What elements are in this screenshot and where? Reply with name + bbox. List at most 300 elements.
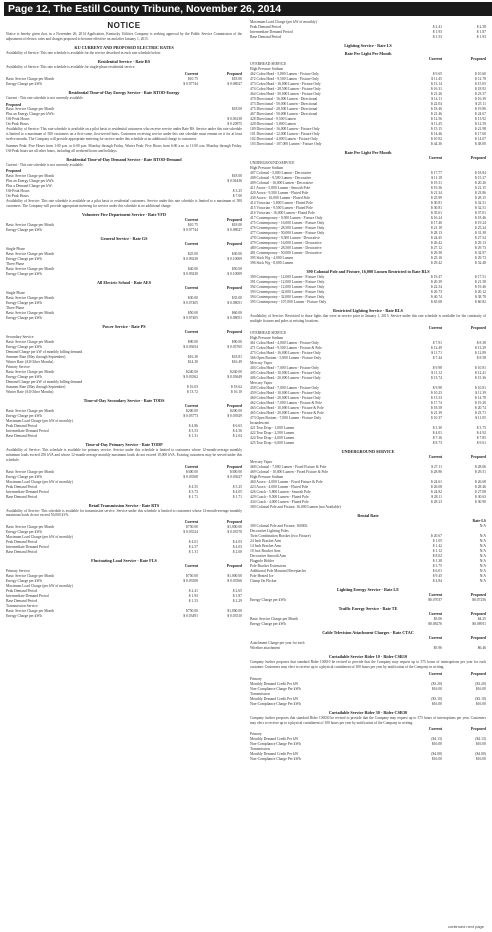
header-current: Current <box>428 156 442 160</box>
rate-row <box>250 142 486 147</box>
section-title: Lighting Service - Rate LS <box>344 43 392 48</box>
proposed-value: $ 19.86 <box>474 107 486 111</box>
rate-label: 423 Acorn - 4,000 Lumen - Fluted Pole <box>250 484 309 489</box>
current-value: $ 14.11 <box>431 97 442 101</box>
rate-label: Plus an Energy Charge per kWh: <box>6 112 55 117</box>
proposed-value: $ 0.10009 <box>227 271 242 276</box>
proposed-value: $ 14.78 <box>474 395 486 400</box>
rate-section <box>250 710 486 763</box>
proposed-value: $30.00 <box>231 251 242 256</box>
current-value: $300.00 <box>186 469 198 474</box>
proposed-value: $ 16.10 <box>230 389 242 394</box>
rate-label: Energy Charge per kWh <box>6 300 42 305</box>
current-value: $ 35.61 <box>430 211 442 215</box>
rate-label: 14 Inch Bracket Arm <box>250 543 282 548</box>
current-value: $ 19.36 <box>430 186 442 190</box>
proposed-value: $ 23.71 <box>474 410 486 415</box>
proposed-value: $ 0.03566 <box>227 579 242 584</box>
rate-label: Primary <box>250 732 262 737</box>
rate-label: Intermediate Demand Period <box>6 594 49 599</box>
rate-label: UNDERGROUND SERVICE <box>250 161 295 165</box>
current-value: $ 19.31 <box>430 181 442 185</box>
current-value: $ 28.11 <box>431 494 442 499</box>
section-paragraph: Company further proposes that standard Rider CSR30 be revised to provide that the Company may request up to 375 hours of interruptions per year. Customers may elect to receive up to a physical curtailment of 100 hours per year by notification of the Company in writing. <box>250 715 486 725</box>
rate-label: Basic Service Charge per Month <box>6 222 55 227</box>
rate-label: Pole Bracket Extensions <box>250 563 287 568</box>
proposed-value: $ 4.03 <box>232 545 242 550</box>
right-rate-sections <box>250 43 486 762</box>
proposed-value: $ 0.04436 <box>227 178 242 183</box>
rate-label: Basic Service Charge per Month <box>6 76 55 81</box>
proposed-value: $ 29.73 <box>474 246 486 250</box>
current-value: $ 0.03654 <box>183 344 198 349</box>
rate-label: Plus an Energy Charge per kWh <box>6 178 54 183</box>
proposed-value: N/A <box>479 538 486 543</box>
proposed-value: $ 26.68 <box>474 479 486 484</box>
current-value: $ 1.12 <box>432 548 442 553</box>
rate-label: Basic Service Charge per Month <box>6 266 55 271</box>
current-value: $200.00 <box>186 408 198 413</box>
rate-label: Off-Peak Hours <box>6 117 30 122</box>
proposed-value: $ 29.73 <box>474 256 486 260</box>
rate-label: 473 Cobra Head - 16,000 Lumen - Fixture Only <box>250 350 321 355</box>
rate-label: 430 Acorn - 16,000 Lumen - Fluted Pole <box>250 196 311 200</box>
header-proposed: Proposed <box>470 727 486 732</box>
rate-label: 463 Cobra Head - 10,000 Lumen - Fixture & Pole <box>250 405 324 410</box>
header-current: Current <box>184 241 198 246</box>
section-paragraph: Availability of Service: This rate schedule is available for single-phase residential service. <box>6 64 136 69</box>
proposed-value: $ 15.36 <box>474 375 486 380</box>
section-paragraph: Current - This rate schedule is not currently available. <box>6 162 84 167</box>
proposed-value: $ 18.62 <box>230 384 242 389</box>
proposed-value: $ 38.78 <box>474 295 486 299</box>
current-value: $ 0.03568 <box>183 474 198 479</box>
current-value: $ 1.31 <box>188 433 198 438</box>
header-proposed: Proposed <box>470 611 486 616</box>
current-value: $ 11.18 <box>431 176 442 180</box>
rate-label: Maximum Load Charge (per kW of monthly) <box>6 535 73 540</box>
rate-label: 300 Colonial Pole and Fixture, 16000L <box>250 523 308 528</box>
header-proposed: Proposed <box>226 241 242 246</box>
proposed-value: $ 25.11 <box>475 102 486 106</box>
rate-row <box>250 300 486 305</box>
current-value: $ 3.53 <box>188 428 198 433</box>
current-value: $0.07037 <box>428 597 442 602</box>
current-value: $ 1.71 <box>188 494 198 499</box>
proposed-value: $ 20.74 <box>474 405 486 410</box>
rate-label: 472 Cobra Head - 9,500 Lumen - Fixture Only <box>250 77 319 81</box>
rate-section <box>250 654 486 707</box>
rate-label: 395 Contemporary - 107,000 Lumen - Fixture Only <box>250 300 327 304</box>
header-proposed: Proposed <box>470 325 486 330</box>
rate-label: Basic Service Charge per Month <box>6 574 55 579</box>
rate-label: 300 Colonial Pole and Fixture, 16,000 Lumen (not Available) <box>250 504 341 509</box>
header-current: Current <box>428 325 442 330</box>
rate-label: 100 Directional - 16,000 Lumen - Fixture Only <box>250 127 320 131</box>
rate-label: Basic Service Charge per Month <box>6 251 55 256</box>
current-value: $ 13.53 <box>430 395 442 400</box>
rate-section <box>250 150 486 266</box>
proposed-value: $ 0.10009 <box>227 256 242 261</box>
proposed-value: $ 32.97 <box>474 251 486 255</box>
header-current: Current <box>428 611 442 616</box>
rate-label: Monthly Demand Credit Per kW <box>250 681 299 686</box>
proposed-value: $ 5.25 <box>232 484 242 489</box>
proposed-value: $ 0.03929 <box>227 413 242 418</box>
proposed-value: N/A <box>479 568 486 573</box>
rate-label: Energy Charge per kWh <box>6 256 42 261</box>
rate-section <box>6 236 242 277</box>
proposed-value: $ 8.58 <box>476 355 486 360</box>
proposed-value: $240.00 <box>230 369 242 374</box>
rate-row <box>6 228 242 233</box>
section-sub: Proposed <box>6 102 22 107</box>
section-title: Curtailable Service Rider 30 - Rider CSR30 <box>328 709 408 715</box>
rate-label: 417 Contemporary - 9,500 Lumen - Fixture Only <box>250 216 323 220</box>
current-value: ($4.00) <box>431 752 442 757</box>
rate-row <box>250 35 486 40</box>
current-value: $3.06 <box>433 616 442 621</box>
section-title: Power Service - Rate PS <box>102 323 146 329</box>
current-value: $ 21.39 <box>430 410 442 415</box>
proposed-value: $ 1.71 <box>232 494 242 499</box>
rate-label: Three Phase <box>6 261 25 266</box>
rate-label: 395 Stick Wg - 4,000 Lumen <box>250 256 293 260</box>
rate-label: Twin Combination Bracket (two Fixture) <box>250 533 311 538</box>
proposed-value: $1,000.00 <box>227 609 242 614</box>
current-value: $ 25.99 <box>430 196 442 200</box>
rate-label: 460 Acorn - 4,000 Lumen - Fixed Fixture & Pole <box>250 479 323 484</box>
header-current: Current <box>184 285 198 290</box>
rate-row <box>6 82 242 87</box>
rate-label: Basic Service Charge per Month <box>6 107 55 112</box>
proposed-value: N/A <box>479 558 486 563</box>
rate-label: Basic Service Charge per Month <box>6 295 55 300</box>
rate-label: 407 Colonial - 5,800 Lumen - Decorative <box>250 171 312 175</box>
rate-row <box>6 550 242 555</box>
rate-label: 467 Directional - 50,000 Lumen - Directional <box>250 112 318 116</box>
proposed-value: $ 4.05 <box>232 489 242 494</box>
section-paragraph: Availability of Service: This rate schedule is available on a pilot basis to residential customers who receive service under Rate RS. Service under this rate schedule is limited to a maximum of 500 customers on a first-come, first-served basis. Customers receiving service under this rate schedule must remain on it for at least twelve months. The Company will provide appropriate metering for service under this schedule at no additional charge to customers. <box>6 127 242 141</box>
current-value: $ 24.45 <box>430 236 442 240</box>
current-value: $ 19.47 <box>430 275 442 279</box>
proposed-value: $ 32.51 <box>474 206 486 210</box>
rate-label: Three Phase <box>6 305 25 310</box>
proposed-value: $ 29.13 <box>474 241 486 245</box>
current-value: ($3.20) <box>431 681 442 686</box>
current-value: $ 17.77 <box>430 171 442 175</box>
rate-label: Mercury Vapor <box>250 380 273 385</box>
proposed-value: $ 0.08051 <box>227 300 242 305</box>
section-title: Residential Time-of-Day Demand Service - Rate RTOD-Demand <box>66 156 182 162</box>
current-value: $ 7.91 <box>432 340 442 345</box>
current-value: $ 12.56 <box>430 117 442 121</box>
rate-section <box>250 587 486 603</box>
current-value: $ 4.84 <box>432 578 442 583</box>
header-current: Current <box>184 403 198 408</box>
rate-label: Transmission <box>250 691 270 696</box>
rate-label: 473 Cobra Head - 16,000 Lumen - Fixture Only <box>250 82 321 86</box>
rate-section <box>250 381 486 446</box>
proposed-value: ($3.20) <box>475 681 486 686</box>
page-header: Page 12, The Estill County Tribune, November 26, 2014 <box>4 2 492 16</box>
rate-label: 425 Tear Drop - 6,000 Lumen <box>250 440 295 445</box>
rate-label: 393 Contemporary - 32,000 Lumen - Fixture Only <box>250 290 325 294</box>
rate-label: Peak Demand Period <box>6 589 38 594</box>
rate-label: Basic Service Charge per Month <box>6 525 55 530</box>
header-proposed: Proposed <box>226 564 242 569</box>
left-column <box>6 20 242 928</box>
proposed-value: $35.00 <box>231 295 242 300</box>
rate-label: Peak Demand Period <box>250 25 282 29</box>
rate-label: Intermediate Demand Period <box>6 489 49 494</box>
section-title: Lighting Energy Service - Rate LE <box>337 586 399 592</box>
proposed-value: $ 6.63 <box>232 423 242 428</box>
rate-row <box>6 390 242 395</box>
rate-label: Transmission <box>250 747 270 752</box>
proposed-value: $ 18.84 <box>474 171 486 175</box>
proposed-value: $ 0.03510 <box>227 614 242 619</box>
current-value: $ 3.30 <box>432 425 442 430</box>
rate-label: 459 Cobra Head - 10,000 Lumen - Fixture Only <box>250 390 321 395</box>
current-value: $ 0.03491 <box>183 614 198 619</box>
current-value: $10.75 <box>187 76 198 81</box>
rate-label: Single Phase <box>6 290 25 295</box>
proposed-value: $ 17.60 <box>474 132 486 136</box>
proposed-value: $ 0.08051 <box>227 315 242 320</box>
current-value: $16.00 <box>431 742 442 747</box>
proposed-value: $ 3.75 <box>476 425 486 430</box>
proposed-value: $ 4.03 <box>232 540 242 545</box>
rate-label: Primary <box>250 676 262 681</box>
rate-label: 414 Victorian - 5,800 Lumen - Fluted Pole <box>250 201 313 205</box>
rate-label: Base Demand Period <box>6 599 38 604</box>
rate-label: Winter Rate (All Other Months) <box>6 389 54 394</box>
rate-label: 102 Directional - 4,000 Lumen - Fixture Only <box>250 137 318 141</box>
rate-label: Maximum Load Charge (per kW of monthly) <box>6 584 73 589</box>
header-current: Current <box>184 329 198 334</box>
section-paragraph: Summer Peak: Five Hours from 1:00 p.m. to 6:00 p.m. Monday through Friday. Winter Peak: Five Hours from 6:00 a.m. to 11:00 a.m. Monday through Friday. Off-Peak hours are all other hours, including all weekend hours and holidays. <box>6 143 242 153</box>
right-column <box>250 20 486 928</box>
proposed-value: $1,000.00 <box>227 525 242 530</box>
proposed-value: $0.07256 <box>472 597 486 602</box>
rate-label: 406 Cobra Head - 20,000 Lumen - Fixture Only <box>250 375 321 380</box>
rate-row <box>6 434 242 439</box>
current-value: $ 0.07405 <box>183 300 198 305</box>
proposed-value: $ 23.57 <box>474 92 486 96</box>
rate-label: 471 Cobra Head - 9,500 Lumen - Fixture & Pole <box>250 345 322 350</box>
proposed-value: $ 12.59 <box>474 122 486 126</box>
rate-label: Non-Compliance Charge Per kWh <box>250 686 301 691</box>
current-value: $ 0.03508 <box>183 579 198 584</box>
current-value: $ 10.37 <box>430 415 442 420</box>
current-value: $ 18.40 <box>430 107 442 111</box>
section-subtitle: UNDERGROUND SERVICE <box>341 448 395 454</box>
section-title: Time-of-Day Secondary Service - Rate TODS <box>83 397 165 403</box>
current-value <box>398 505 442 510</box>
proposed-value: $ 8.38 <box>476 340 486 345</box>
proposed-value: $ 24.67 <box>474 112 486 116</box>
rate-label: 473 Directional - 50,000 Lumen - Directional <box>250 102 318 106</box>
section-title: Volunteer Fire Department Service - Rate VFD <box>81 211 167 217</box>
rate-section <box>250 269 486 305</box>
proposed-value: $ 13.92 <box>474 117 486 121</box>
proposed-value: $ 48.00 <box>474 142 486 146</box>
rate-label: Maximum Load Charge (per kW of monthly) <box>6 479 73 484</box>
proposed-value: $ 0.03649 <box>227 374 242 379</box>
current-value: $ 2.57 <box>188 545 198 550</box>
section-subtitle: 390 Colonial Pole and Fixture, 16,000 Lumen Restricted to Rate RLS <box>306 269 430 274</box>
rate-label: Energy Charge per kWh <box>6 344 42 349</box>
proposed-value: $ 28.15 <box>474 196 486 200</box>
current-value: $ 12.49 <box>430 345 442 350</box>
rate-label: 416 Victorian - 16,000 Lumen - Fluted Pole <box>250 211 315 215</box>
current-value: $ 21.18 <box>430 226 442 230</box>
current-value: $ 0.09230 <box>183 271 198 276</box>
rate-label: 460 Cobra Head - 20,000 Lumen - Fixture Only <box>250 395 321 400</box>
rate-label: 415 Victorian - 9,500 Lumen - Fluted Pole <box>250 206 313 210</box>
proposed-value: $ 10.81 <box>474 385 486 390</box>
proposed-value: $ 10.60 <box>474 72 486 76</box>
current-value: $ 0.07405 <box>183 315 198 320</box>
rate-label: Basic Service Charge per Month <box>250 616 299 621</box>
rate-label: Wireline attachment <box>250 645 280 650</box>
rate-label: Non-Compliance Charge Per kWh <box>250 701 301 706</box>
current-value: $ 1.93 <box>188 594 198 599</box>
proposed-value: $18.00 <box>231 107 242 112</box>
current-value: $ 4.01 <box>188 540 198 545</box>
header-proposed: Proposed <box>226 71 242 76</box>
rate-label: Energy Charge per kWh <box>6 374 42 379</box>
current-value: $ 1.42 <box>432 543 442 548</box>
proposed-value: $ 10.81 <box>474 365 486 370</box>
current-value: $ 4.55 <box>188 484 198 489</box>
proposed-value: $200.00 <box>230 408 242 413</box>
proposed-value: $ 27.08 <box>474 489 486 494</box>
proposed-value: N/A <box>479 543 486 548</box>
rate-label: 462 Cobra Head - 7,000 Lumen - Fixture & Pole <box>250 400 322 405</box>
rate-label: On-Peak Hours <box>6 122 29 127</box>
header-current: Current <box>184 71 198 76</box>
rate-label: Clamp On Flicker <box>250 578 277 583</box>
current-value: $ 16.03 <box>186 384 198 389</box>
rate-label: 391 Contemporary - 12,000 Lumen - Fixture Only <box>250 280 325 284</box>
rate-label: 476 Contemporary - 28,500 Lumen - Fixture Only <box>250 226 325 230</box>
rate-row <box>250 757 486 762</box>
proposed-value: $ 17.51 <box>474 275 486 279</box>
current-value: $90.00 <box>187 339 198 344</box>
rate-label: Mercury Vapor <box>250 360 273 365</box>
proposed-value: ($3.10) <box>475 696 486 701</box>
proposed-value: $18.81 <box>231 354 242 359</box>
proposed-value: $ 3.25 <box>232 188 242 193</box>
current-value: $ 28.23 <box>430 499 442 504</box>
proposed-value: $ 30.90 <box>474 499 486 504</box>
proposed-value: N/A <box>479 553 486 558</box>
rate-label: 409 Colonial - 16,000 Lumen - Decorative <box>250 181 313 185</box>
rate-section <box>6 157 242 209</box>
proposed-value: $ 32.51 <box>474 201 486 205</box>
current-value: $ 11.45 <box>431 122 442 126</box>
rate-row <box>250 702 486 707</box>
rate-label: Intermediate Demand Period <box>250 30 293 34</box>
rate-label: 103 Directional - 107,000 Lumen - Fixture Only <box>250 142 322 146</box>
header-current: Current <box>428 454 442 459</box>
header-proposed: Proposed <box>226 285 242 290</box>
notice-intro: Notice is hereby given that, in a November 26, 2014 Application, Kentucky Utilities Company is seeking approval by the Public Service Commission of the adjustment of electric rates and charges proposed to become effective on and after January 1, 2015. <box>6 32 242 41</box>
header-proposed: Proposed <box>470 671 486 676</box>
rate-label: 428 Directional - 9,500 Lumen <box>250 117 296 121</box>
proposed-value: N/A <box>479 578 486 583</box>
rate-label: Base Demand Period <box>250 35 282 39</box>
rate-label: 394 Contemporary - 32,000 Lumen - Fixture Only <box>250 295 325 299</box>
section-paragraph: Availability of Service: This schedule is available for transmission service. Service under this schedule is limited to customers whose 12-month-average monthly maximum loads do not exceed 50,000 kVA. <box>6 508 242 518</box>
rate-label: 390 Contemporary - 12,000 Lumen - Fixture Only <box>250 275 325 279</box>
rate-label: High Pressure Sodium <box>250 474 284 479</box>
header-proposed: Proposed <box>470 592 486 597</box>
proposed-value: $ 1.93 <box>476 35 486 39</box>
current-value: $ 3.73 <box>188 489 198 494</box>
current-value: $ 27.11 <box>431 464 442 469</box>
rate-row <box>250 622 486 627</box>
rate-label: 462 Cobra Head - 5,800 Lumen - Fixture Only <box>250 72 319 76</box>
proposed-value: $ 4.92 <box>476 430 486 435</box>
proposed-value: $ 19.20 <box>474 400 486 405</box>
proposed-value: $1,000.00 <box>227 574 242 579</box>
rate-label: 434 Coach - 4,000 Lumen - Fluted Pole <box>250 499 309 504</box>
rate-section <box>6 503 242 556</box>
proposed-value: $ 14.07 <box>474 137 486 141</box>
section-paragraph: Current - This rate schedule is not currently available. <box>6 95 84 100</box>
current-value: $ 4.86 <box>188 423 198 428</box>
current-value: $ 16.31 <box>430 87 442 91</box>
current-value: $16.00 <box>431 686 442 691</box>
rate-label: Basic Service Charge per Month <box>6 609 55 614</box>
proposed-value: $ 20.12 <box>474 290 486 294</box>
current-value: $ 11.12 <box>431 370 442 375</box>
rate-label: Energy Charge per kWh <box>6 271 42 276</box>
rate-section <box>6 442 242 500</box>
current-value: $ 22.54 <box>430 285 442 289</box>
proposed-value: $ 21.58 <box>474 280 486 284</box>
rate-label: Attachment Charge per year for each <box>250 640 305 645</box>
rate-label: Energy Charge per kWh <box>6 81 42 86</box>
proposed-value: $ 37.01 <box>474 211 486 215</box>
proposed-value: N/A <box>479 548 486 553</box>
section-title: Retail Transmission Service - Rate RTS <box>88 502 160 508</box>
proposed-value: $ 2.04 <box>232 433 242 438</box>
rate-label: Secondary Service <box>6 334 34 339</box>
rate-section <box>250 630 486 651</box>
section-title: Residential Time-of-Day Energy Service - Rate RTOD-Energy <box>68 89 180 95</box>
rate-section <box>6 398 242 439</box>
rate-label: Winter Rate (All Other Months) <box>6 359 54 364</box>
header-current: Current <box>184 564 198 569</box>
left-rate-sections <box>6 59 242 620</box>
rate-label: Flagpole Holder <box>250 558 275 563</box>
proposed-value: $ 12.41 <box>474 370 486 375</box>
section-sub: Proposed <box>6 169 22 174</box>
current-value: $750.00 <box>186 525 198 530</box>
rate-label: Summer Rate (May through September) <box>6 354 66 359</box>
rate-label: 479 Contemporary - 16,000 Lumen - Decorative <box>250 241 322 245</box>
rate-label: 392 Contemporary - 12,000 Lumen - Fixture Only <box>250 285 325 289</box>
rate-label: Basic Service Charge per Month <box>6 408 55 413</box>
rate-label: On-Peak Hours <box>6 193 29 198</box>
rate-label: High Pressure Sodium <box>250 67 284 71</box>
rate-section <box>6 59 242 87</box>
rate-label: 422 Tear Drop - 2,500 Lumen <box>250 430 295 435</box>
